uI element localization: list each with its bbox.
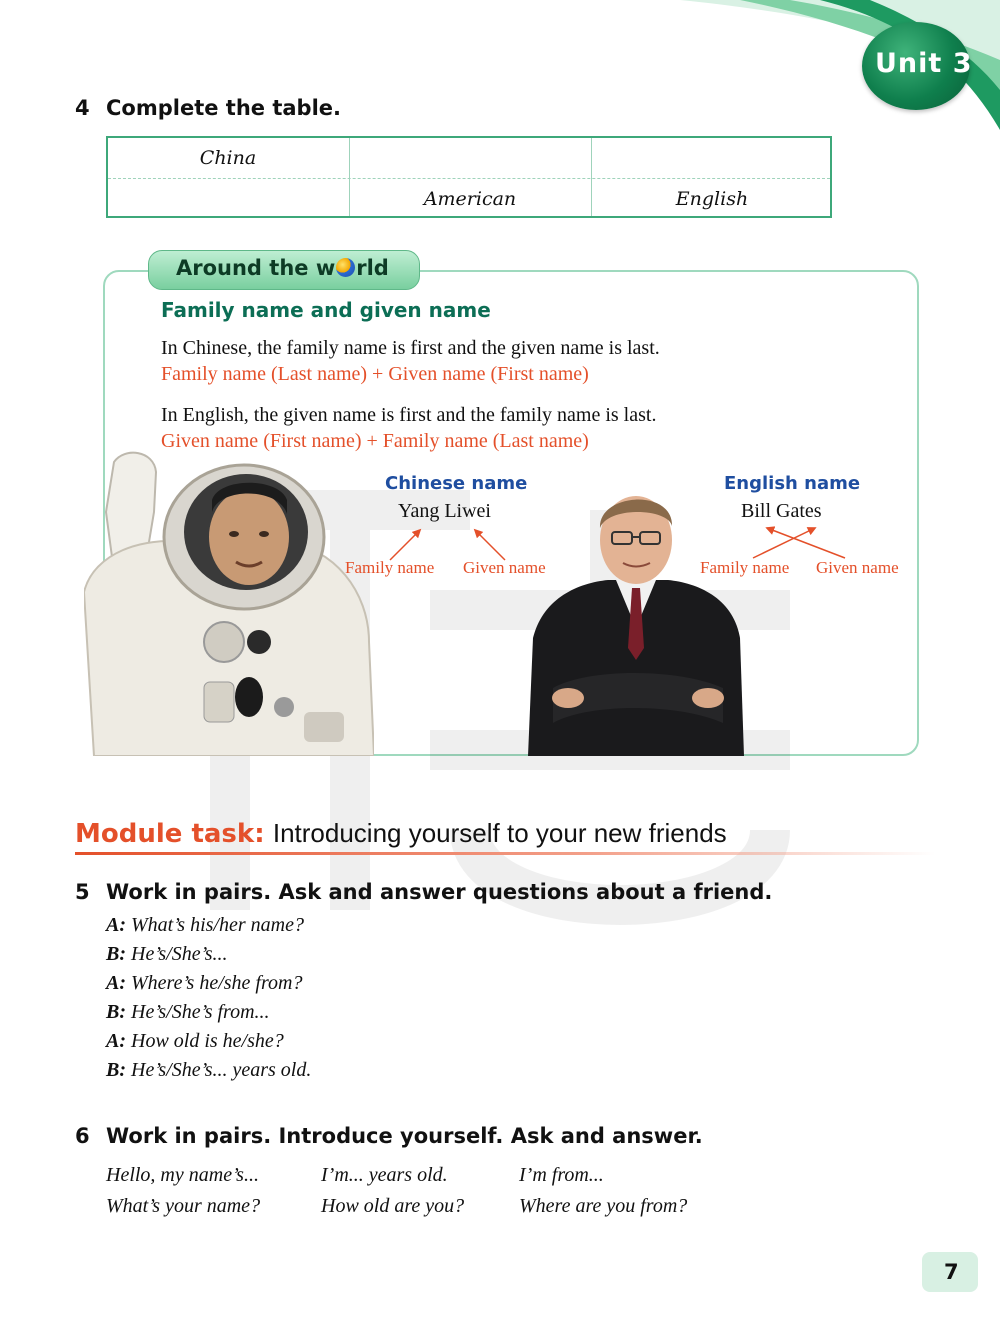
chinese-family-label: Family name [345,558,435,577]
module-task-heading: Module task: Introducing yourself to your new friends [75,818,727,849]
chinese-name-example: Yang Liwei [398,500,491,522]
dialogue-line: B: He’s/She’s... [106,943,228,965]
businessman-photo [528,488,744,756]
phrase-item: Hello, my name’s... [106,1164,259,1186]
dialogue-line: A: How old is he/she? [106,1030,284,1052]
section-5-title: Work in pairs. Ask and answer questions about a friend. [106,880,773,904]
chinese-name-heading: Chinese name [385,473,528,494]
section-6-title: Work in pairs. Introduce yourself. Ask and answer. [106,1124,703,1148]
page-number: 7 [944,1260,959,1284]
phrase-item: I’m... years old. [321,1164,448,1186]
astronaut-photo [84,442,374,756]
table-cell-r2c2[interactable]: American [423,188,517,210]
english-rule-formula: Given name (First name) + Family name (Last name) [161,430,589,452]
phrase-item: Where are you from? [519,1195,688,1217]
dialogue-line: A: What’s his/her name? [106,914,304,936]
english-name-heading: English name [724,473,861,494]
nationality-table [106,136,832,218]
phrase-item: What’s your name? [106,1195,261,1217]
phrase-item: I’m from... [519,1164,604,1186]
dialogue-line: B: He’s/She’s... years old. [106,1059,312,1081]
unit-label: Unit 3 [875,48,973,79]
english-rule-text: In English, the given name is first and the family name is last. [161,404,657,426]
section-6-number: 6 [75,1124,90,1148]
module-task-underline [75,852,935,855]
around-the-world-title: Around the w rld [176,256,389,280]
chinese-rule-text: In Chinese, the family name is first and the given name is last. [161,337,660,359]
english-family-label: Family name [700,558,790,577]
phrase-item: How old are you? [321,1195,465,1217]
english-name-example: Bill Gates [741,500,822,522]
section-4-title: Complete the table. [106,96,341,120]
table-cell-r2c3[interactable]: English [675,188,749,210]
dialogue-line: A: Where’s he/she from? [106,972,303,994]
section-5-number: 5 [75,880,90,904]
dialogue-line: B: He’s/She’s from... [106,1001,270,1023]
family-given-subtitle: Family name and given name [161,298,491,322]
chinese-rule-formula: Family name (Last name) + Given name (First name) [161,363,589,385]
english-given-label: Given name [816,558,899,577]
globe-icon [336,258,355,277]
chinese-given-label: Given name [463,558,546,577]
section-4-number: 4 [75,96,90,120]
table-cell-r1c1[interactable]: China [199,147,257,169]
